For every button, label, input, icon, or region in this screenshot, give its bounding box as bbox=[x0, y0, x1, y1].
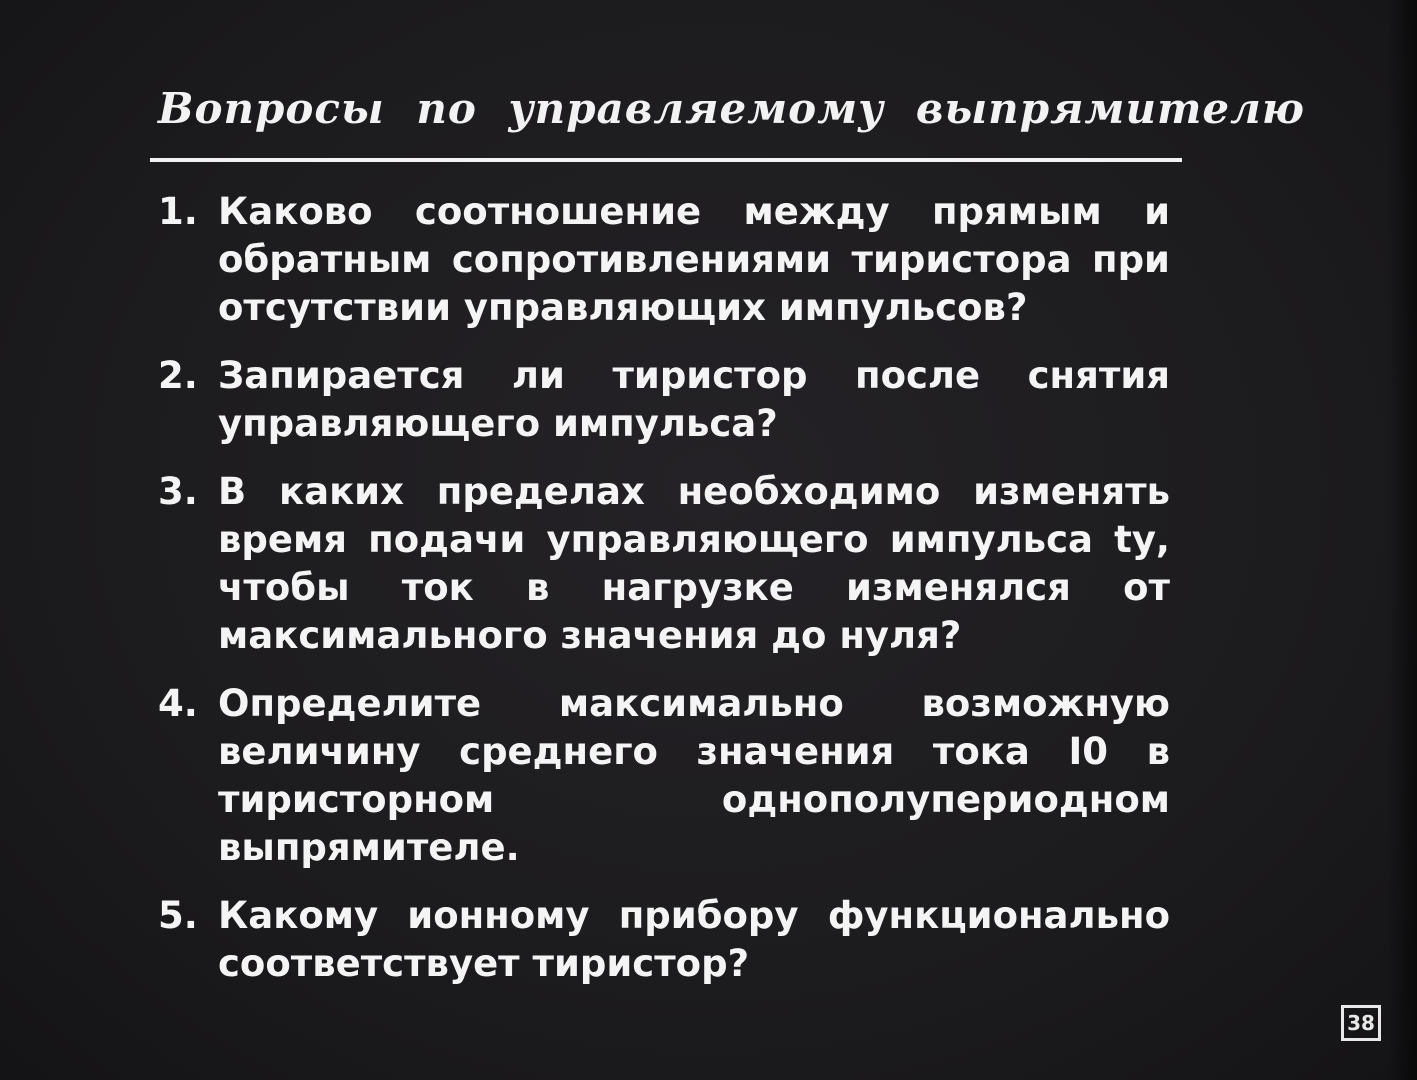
question-item bbox=[158, 468, 1170, 660]
question-number: 2. bbox=[158, 354, 198, 397]
question-text: Определите максимально возможную величину среднего значения тока I0 в тиристорном однополупериодном выпрямителе. bbox=[218, 682, 1170, 869]
question-number: 5. bbox=[158, 894, 198, 937]
question-number: 1. bbox=[158, 190, 198, 233]
question-item bbox=[158, 188, 1170, 332]
question-text: Запирается ли тиристор после снятия управляющего импульса? bbox=[218, 354, 1170, 445]
slide-number-badge: 38 bbox=[1341, 1005, 1381, 1041]
title-divider bbox=[150, 158, 1182, 162]
question-list bbox=[158, 188, 1170, 1008]
question-item bbox=[158, 892, 1170, 988]
question-item bbox=[158, 352, 1170, 448]
question-text: Какому ионному прибору функционально соответствует тиристор? bbox=[218, 894, 1170, 985]
frame-edge bbox=[1387, 0, 1417, 1080]
question-number: 4. bbox=[158, 682, 198, 725]
question-text: В каких пределах необходимо изменять время подачи управляющего импульса tу, чтобы ток в нагрузке изменялся от максимального значения до нуля? bbox=[218, 470, 1170, 657]
question-number: 3. bbox=[158, 470, 198, 513]
question-item bbox=[158, 680, 1170, 872]
question-text: Каково соотношение между прямым и обратным сопротивлениями тиристора при отсутствии управляющих импульсов? bbox=[218, 190, 1170, 329]
slide-title: Вопросы по управляемому выпрямителю bbox=[158, 84, 1305, 133]
